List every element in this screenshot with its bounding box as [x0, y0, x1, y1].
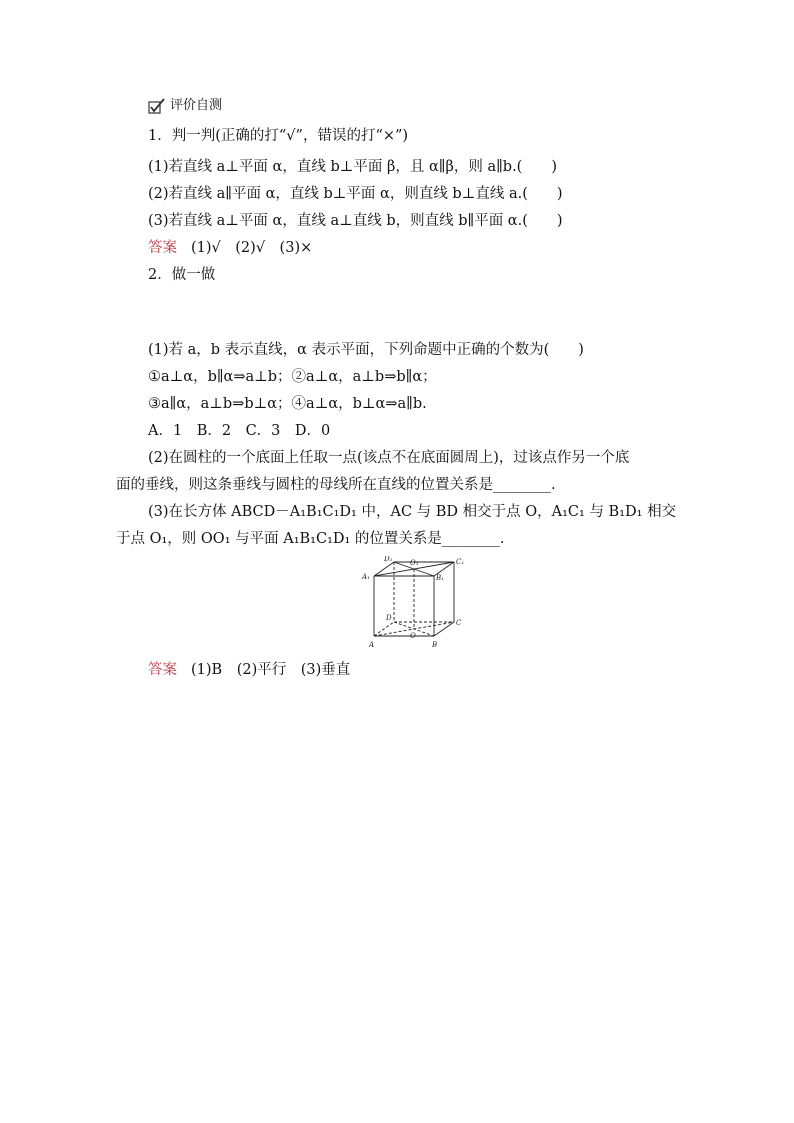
- cuboid-figure: [360, 556, 468, 652]
- q2-p3-line1: (3)在长方体 ABCD－A₁B₁C₁D₁ 中，AC 与 BD 相交于点 O，A₁C₁ 与 B₁D₁ 相交: [148, 504, 677, 520]
- answer-label: 答案: [148, 240, 177, 256]
- section-title: 评价自测: [170, 98, 223, 113]
- answer-label: 答案: [148, 662, 177, 678]
- q2-p1: (1)若 a，b 表示直线，α 表示平面，下列命题中正确的个数为( ): [148, 342, 584, 358]
- q2-p1-options-2: ③a∥α，a⊥b⇒b⊥α；④a⊥α，b⊥α⇒a∥b.: [148, 396, 427, 412]
- label-o: O: [410, 632, 416, 640]
- label-a1: A₁: [362, 573, 370, 581]
- q2-p2-line2: 面的垂线，则这条垂线与圆柱的母线所在直线的位置关系是________.: [116, 477, 556, 493]
- q2-title: 2．做一做: [148, 267, 216, 283]
- q2-p1-choices: A．1 B．2 C．3 D．0: [148, 423, 331, 439]
- label-a: A: [369, 641, 375, 649]
- q2-p3-line2: 于点 O₁，则 OO₁ 与平面 A₁B₁C₁D₁ 的位置关系是________.: [116, 531, 505, 547]
- q1-item-3: (3)若直线 a⊥平面 α，直线 a⊥直线 b，则直线 b∥平面 α.( ): [148, 213, 563, 229]
- q2-p1-options-1: ①a⊥α，b∥α⇒a⊥b；②a⊥α，a⊥b⇒b∥α；: [148, 369, 437, 385]
- label-c: C: [456, 619, 462, 627]
- q2-answer: [148, 660, 350, 680]
- label-o1: O₁: [410, 559, 419, 567]
- q2-p2-line1: (2)在圆柱的一个底面上任取一点(该点不在底面圆周上)，过该点作另一个底: [148, 450, 630, 466]
- label-d: D: [386, 614, 392, 622]
- q1-answer: [148, 238, 312, 258]
- q1-item-1: (1)若直线 a⊥平面 α，直线 b⊥平面 β，且 α∥β，则 a∥b.( ): [148, 159, 557, 175]
- label-b: B: [432, 641, 438, 649]
- q1-title: 1．判一判(正确的打“√”，错误的打“×”): [148, 128, 409, 144]
- section-header: [148, 96, 222, 116]
- label-c1: C₁: [456, 558, 465, 566]
- label-b1: B₁: [436, 574, 444, 582]
- label-d1: D₁: [384, 556, 393, 563]
- answer-text: (1)B (2)平行 (3)垂直: [191, 662, 351, 678]
- check-box-icon: [148, 98, 166, 114]
- answer-text: (1)√ (2)√ (3)×: [191, 240, 313, 256]
- q1-item-2: (2)若直线 a∥平面 α，直线 b⊥平面 α，则直线 b⊥直线 a.( ): [148, 186, 563, 202]
